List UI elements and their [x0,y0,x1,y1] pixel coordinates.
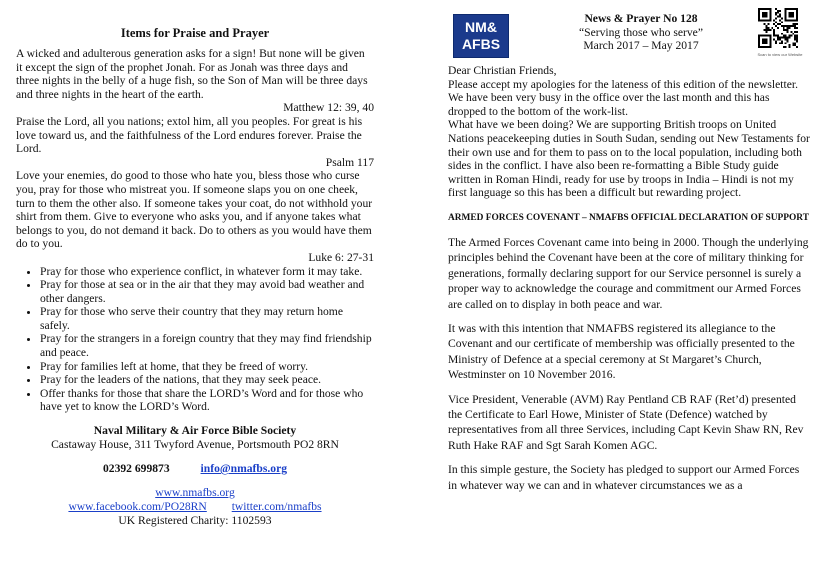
web-links [16,486,374,528]
article-paragraph: In this simple gesture, the Society has pledged to support our Armed Forces in whatever way we can and in whatever circumstances we as a [448,463,800,492]
scripture-psalm: Praise the Lord, all you nations; extol him, all you peoples. For great is his love toward us, and the faithfulness of the Lord endures forever. Praise the Lord. [16,114,363,156]
newsletter-header [448,0,810,64]
email-link[interactable]: info@nmafbs.org [200,462,288,476]
intro-paragraph: Please accept my apologies for the lateness of this edition of the newsletter. We have been very busy in the office over the last month and this has dropped to the bottom of the work-list. [448,77,798,118]
scripture-reference: Matthew 12: 39, 40 [283,101,374,115]
charity-number: UK Registered Charity: 1102593 [118,514,272,528]
scripture-matthew: A wicked and adulterous generation asks for a sign! But none will be given it except the sign of the prophet Jonah. For as Jonah was three days and three nights in the belly of a huge fish, so the Son of Man will be three days and three nights in the heart of the earth. [16,47,368,101]
motto: “Serving those who serve” [579,25,703,39]
logo-line: AFBS [461,36,501,52]
list-item: • Pray for families left at home, that they be freed of worry. [40,360,374,374]
list-item: • Pray for the strangers in a foreign country that they may find friendship and peace. [40,332,374,359]
phone-number: 02392 699873 [102,462,170,476]
article-heading: ARMED FORCES COVENANT – NMAFBS OFFICIAL DECLARATION OF SUPPORT [448,212,809,223]
organisation-address: Castaway House, 311 Twyford Avenue, Portsmouth PO2 8RN [51,438,339,452]
issue-dates: March 2017 – May 2017 [583,39,699,52]
right-page [448,0,810,579]
organisation-name: Naval Military & Air Force Bible Society [93,424,297,438]
intro-paragraph: What have we been doing? We are supporting British troops on United Nations peacekeeping duties in South Sudan, sending out New Testaments for their own use and for them to pass on to the local population, including both sides in the conflict. I have also been re-formatting a Bible Study guide written in Roman Hindi, ready for use by troops in India – Hindi is not my first language so this has been a difficult but rewarding project. [448,118,810,200]
qr-code-icon[interactable] [758,8,798,48]
list-item: • Pray for the leaders of the nations, that they may seek peace. [40,373,374,387]
article-paragraph: It was with this intention that NMAFBS registered its allegiance to the Covenant and our certificate of membership was officially presented to the Ministry of Defence at a special ceremony at St Margaret’s Church, Westminster on 10 November 2016. [448,321,795,382]
issue-info [546,12,736,53]
nmafbs-logo [453,14,509,58]
list-item: • Pray for those at sea or in the air that they may avoid bad weather and other dangers. [40,278,374,305]
contact-footer [16,424,374,528]
scripture-reference: Luke 6: 27-31 [308,250,374,264]
article-paragraph: Vice President, Venerable (AVM) Ray Pentland CB RAF (Ret’d) presented the Certificate to Earl Howe, Minister of State (Defence) watched by representatives from all three Services, including Capt Kevin Shaw RN, Rev Ruth Hake RAF and Sgt Sarah Komen AGC. [448,392,804,452]
section-title: Items for Praise and Prayer [120,26,270,40]
qr-caption: Scan to view our Website [757,52,803,57]
twitter-link[interactable]: twitter.com/nmafbs [231,500,322,514]
logo-line: NM& [465,19,497,35]
greeting: Dear Christian Friends, [448,64,557,77]
list-item: • Offer thanks for those that share the LORD’s Word and for those who have yet to know the LORD’s Word. [40,387,374,414]
contact-row [16,462,374,476]
website-link[interactable]: www.nmafbs.org [155,486,235,500]
scripture-reference: Psalm 117 [325,155,374,169]
list-item: • Pray for those who serve their country that they may return home safely. [40,305,374,332]
article-paragraph: The Armed Forces Covenant came into being in 2000. Though the underlying principles behind the Covenant have been at the core of military thinking for generations, formally declaring support for our Service personnel is surely a proper way to acknowledge the courage and commitment our Armed Forces are called on to display in both peace and war. [448,235,809,311]
left-page [16,0,374,579]
scripture-luke: Love your enemies, do good to those who hate you, bless those who curse you, pray for those who mistreat you. If someone slaps you on one cheek, turn to them the other also. If someone takes your coat, do not withhold your shirt from them. Give to everyone who asks you, and if anyone takes what belongs to you, do not demand it back. Do to others as you would have them do to you. [16,169,373,251]
issue-title: News & Prayer No 128 [584,12,698,25]
facebook-link[interactable]: www.facebook.com/PO28RN [68,500,207,514]
social-links [16,500,374,514]
list-item: • Pray for those who experience conflict, in whatever form it may take. [40,265,374,279]
prayer-list [16,265,374,415]
